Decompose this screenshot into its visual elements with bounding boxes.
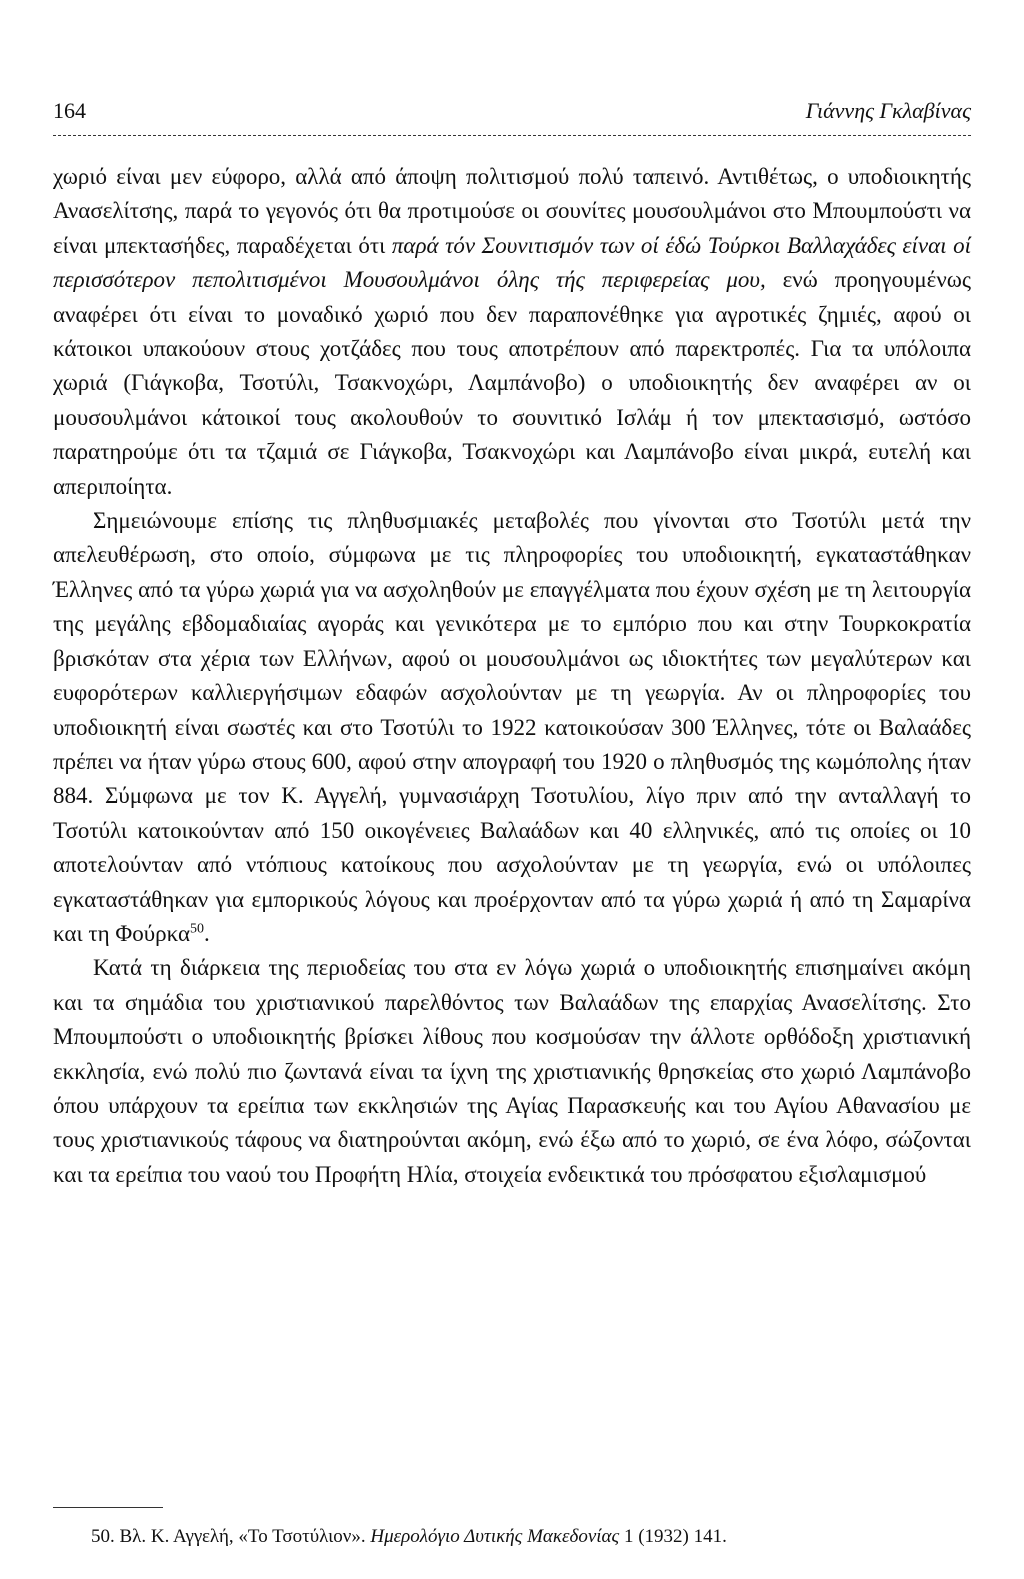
paragraph-2-text: Σημειώνουμε επίσης τις πληθυσμιακές μεταβολές που γίνονται στο Τσοτύλι μετά την απελευθέρωση, στο οποίο, σύμφωνα με τις πληροφορίες του υποδιοικητή, εγκαταστάθηκαν Έλληνες από τα γύρω χωριά για να ασχοληθούν με επαγγέλματα που έχουν σχέση με τη λειτουργία της μεγάλης εβδομαδιαίας αγοράς και γενικότερα με το εμπόριο που και στην Τουρκοκρατία βρισκόταν στα χέρια των Ελλήνων, αφού οι μουσουλμάνοι ως ιδιοκτήτες των μεγαλύτερων και ευφορότερων καλλιεργήσιμων εδαφών ασχολούνταν με τη γεωργία. Αν οι πληροφορίες του υποδιοικητή είναι σωστές και στο Τσοτύλι το 1922 κατοικούσαν 300 Έλληνες, τότε οι Βαλαάδες πρέπει να ήταν γύρω στους 600, αφού στην απογραφή του 1920 ο πληθυσμός της κωμόπολης ήταν 884. Σύμφωνα με τον Κ. Αγγελή, γυμνασιάρχη Τσοτυλίου, λίγο πριν από την ανταλλαγή το Τσοτύλι κατοικούνταν από 150 οικογένειες Βαλαάδων και 40 ελληνικές, από τις οποίες οι 10 αποτελούνταν από ντόπιους κατοίκους που ασχολούνταν με τη γεωργία, ενώ οι υπόλοιπες εγκαταστάθηκαν για εμπορικούς λόγους και προέρχονταν από τα γύρω χωριά ή από τη Σαμαρίνα και τη Φούρκα: [53, 508, 971, 946]
running-title: Γιάννης Γκλαβίνας: [805, 98, 971, 123]
paragraph-2-end: .: [204, 920, 210, 946]
paragraph-3: Κατά τη διάρκεια της περιοδείας του στα εν λόγω χωριά ο υποδιοικητής επισημαίνει ακόμη και τα σημάδια του χριστιανικού παρελθόντος των Βαλαάδων της επαρχίας Ανασελίτσης. Στο Μπουμπούστι ο υποδιοικητής βρίσκει λίθους που κοσμούσαν την άλλοτε ορθόδοξη χριστιανική εκκλησία, ενώ πολύ πιο ζωντανά είναι τα ίχνη της χριστιανικής θρησκείας στο χωριό Λαμπάνοβο όπου υπάρχουν τα ερείπια των εκκλησιών της Αγίας Παρασκευής και του Αγίου Αθανασίου με τους χριστιανικούς τάφους να διατηρούνται ακόμη, ενώ έξω από το χωριό, σε ένα λόφο, σώζονται και τα ερείπια του ναού του Προφήτη Ηλία, στοιχεία ενδεικτικά του πρόσφατου εξισλαμισμού: [53, 955, 971, 1187]
paragraph-1-text-a: χωριό είναι μεν εύφορο, αλλά από άποψη πολιτισμού πολύ ταπεινό. Αντιθέτως, ο υποδιοικητής Ανασελίτσης, παρά το γεγονός ότι θα προτιμούσε οι σουνίτες μουσουλμάνοι στο Μπουμπούστι να είναι μπεκτασήδες, παραδέχεται ότι: [53, 164, 971, 258]
footnote-reference-50: 50: [190, 921, 205, 937]
page-number: 164: [53, 98, 86, 123]
footnote-details: 1 (1932) 141.: [623, 1526, 727, 1547]
footnote-50: [91, 1525, 727, 1549]
book-page: [53, 0, 971, 1579]
footnote-marker: 50.: [91, 1526, 115, 1547]
footnote-source: Ημερολόγιο Δυτικής Μακεδονίας: [370, 1526, 620, 1547]
paragraph-1-text-b: ενώ προηγουμένως αναφέρει ότι είναι το μοναδικό χωριό που δεν παραπονέθηκε για αγροτικές ζημιές, αφού οι κάτοικοι υπακούουν στους χοτζάδες που τους αποτρέπουν από παρεκτροπές. Για τα υπόλοιπα χωριά (Γιάγκοβα, Τσοτύλι, Τσακνοχώρι, Λαμπάνοβο) ο υποδιοικητής δεν αναφέρει αν οι μουσουλμάνοι κάτοικοί τους ακολουθούν το σουνιτικό Ισλάμ ή τον μπεκτασισμό, ωστόσο παρατηρούμε ότι τα τζαμιά σε Γιάγκοβα, Τσακνοχώρι και Λαμπάνοβο είναι μικρά, ευτελή και απεριποίητα.: [53, 267, 971, 499]
running-header: [53, 98, 971, 132]
body-text: [53, 160, 971, 1192]
footnote-rule: [53, 1507, 163, 1508]
header-rule: [53, 135, 971, 136]
footnote-text: Βλ. Κ. Αγγελή, «Το Τσοτύλιον».: [119, 1526, 366, 1547]
paragraph-2: [53, 504, 971, 951]
paragraph-1: [53, 160, 971, 504]
paragraph-1-quote: παρά τόν Σουνιτισμόν των οί έδώ Τούρκοι Βαλλαχάδες είναι οί περισσότερον πεπολιτισμένοι Μουσουλμάνοι όλης τής περιφερείας μου,: [53, 232, 971, 293]
